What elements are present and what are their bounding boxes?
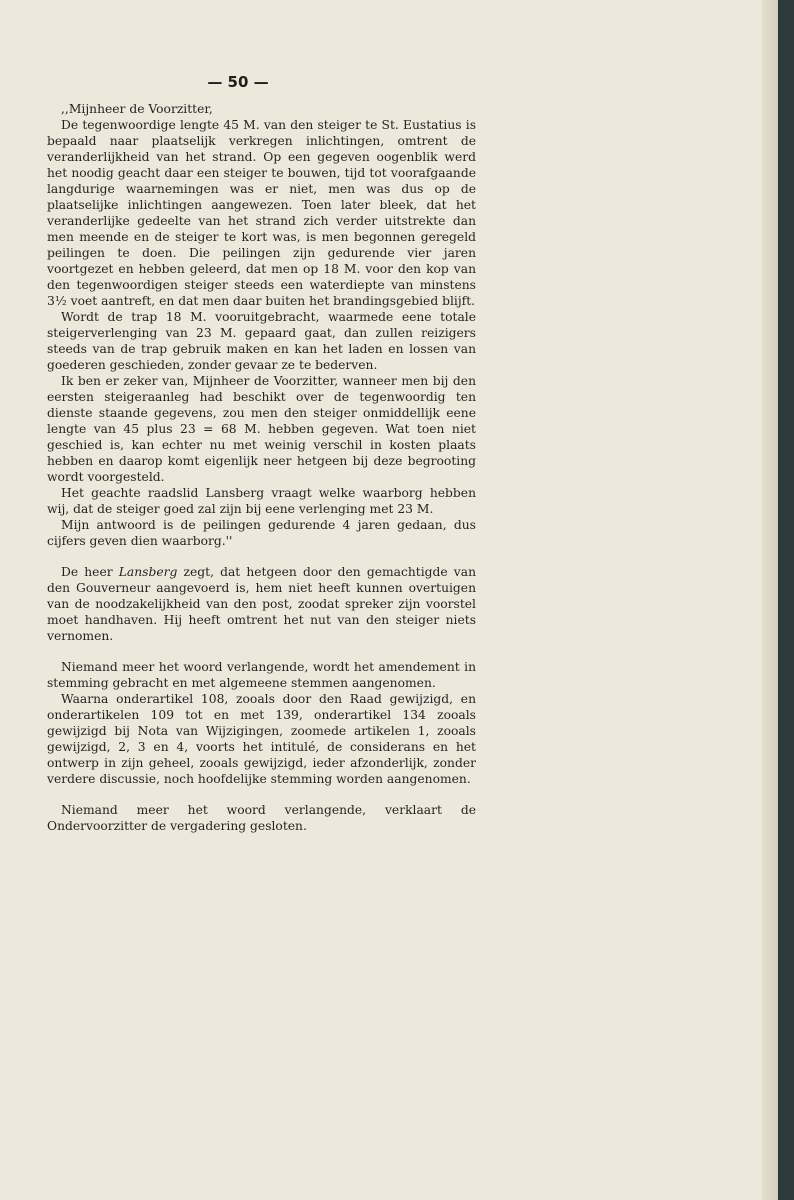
closing-block [47, 802, 476, 834]
letter-paragraph: Het geachte raadslid Lansberg vraagt welke waarborg hebben wij, dat de steiger goed zal zijn bij eene verlenging met 23 M. [47, 486, 476, 516]
letter-paragraph: De tegenwoordige lengte 45 M. van den steiger te St. Eustatius is bepaald naar plaatselijk verkregen inlichtingen, omtrent de veranderlijkheid van het strand. Op een gegeven oogenblik werd het noodig geacht daar een steiger te bouwen, tijd tot voorafgaande langdurige waarnemingen was er niet, men was dus op de plaatselijke inlichtingen aangewezen. Toen later bleek, dat het veranderlijke gedeelte van het strand zich verder uitstrekte dan men meende en de steiger te kort was, is men begonnen geregeld peilingen te doen. Die peilingen zijn gedurende vier jaren voortgezet en hebben geleerd, dat men op 18 M. voor den kop van den tegenwoordigen steiger steeds een waterdiepte van minstens 3½ voet aantreft, en dat men daar buiten het brandingsgebied blijft. [47, 118, 476, 308]
remark-intro: De heer [61, 565, 119, 579]
letter-paragraph: Wordt de trap 18 M. vooruitgebracht, waarmede eene totale steigerverlenging van 23 M. gepaard gaat, dan zullen reizigers steeds van de trap gebruik maken en kan het laden en lossen van goederen geschieden, zonder gevaar ze te bederven. [47, 310, 476, 372]
speaker-name: Lansberg [118, 565, 178, 579]
vote-paragraph: Niemand meer het woord verlangende, wordt het amendement in stemming gebracht en met algemeene stemmen aangenomen. [47, 660, 476, 690]
remark-paragraph [47, 564, 476, 644]
letter-paragraph: Mijn antwoord is de peilingen gedurende 4 jaren gedaan, dus cijfers geven dien waarborg.'' [47, 518, 476, 548]
page-edge [762, 0, 778, 1200]
closing-paragraph: Niemand meer het woord verlangende, verklaart de Ondervoorzitter de vergadering gesloten. [47, 803, 476, 833]
letter-block [47, 101, 476, 549]
vote-block [47, 659, 476, 787]
vote-paragraph: Waarna onderartikel 108, zooals door den Raad gewijzigd, en onderartikelen 109 tot en met 139, onderartikel 134 zooals gewijzigd bij Nota van Wijzigingen, zoomede artikelen 1, zooals gewijzigd, 2, 3 en 4, voorts het intitulé, de considerans en het ontwerp in zijn geheel, zooals gewijzigd, ieder afzonderlijk, zonder verdere discussie, noch hoofdelijke stemming worden aangenomen. [47, 692, 476, 786]
letter-paragraph: Ik ben er zeker van, Mijnheer de Voorzitter, wanneer men bij den eersten steigeraanleg had beschikt over de tegenwoordig ten dienste staande gegevens, zou men den steiger onmiddellijk eene lengte van 45 plus 23 = 68 M. hebben gegeven. Wat toen niet geschied is, kan echter nu met weinig verschil in kosten plaats hebben en daarop komt eigenlijk neer hetgeen bij deze begrooting wordt voorgesteld. [47, 374, 476, 484]
remark-block [47, 564, 476, 644]
page-body [47, 101, 476, 834]
letter-salutation: ,,Mijnheer de Voorzitter, [61, 102, 213, 116]
remark-text: zegt, dat hetgeen door den gemachtigde van den Gouverneur aangevoerd is, hem niet heeft kunnen overtuigen van de noodzakelijkheid van den post, zoodat spreker zijn voorstel moet handhaven. Hij heeft omtrent het nut van den steiger niets vernomen. [47, 565, 476, 643]
page-number: — 50 — [207, 73, 269, 91]
